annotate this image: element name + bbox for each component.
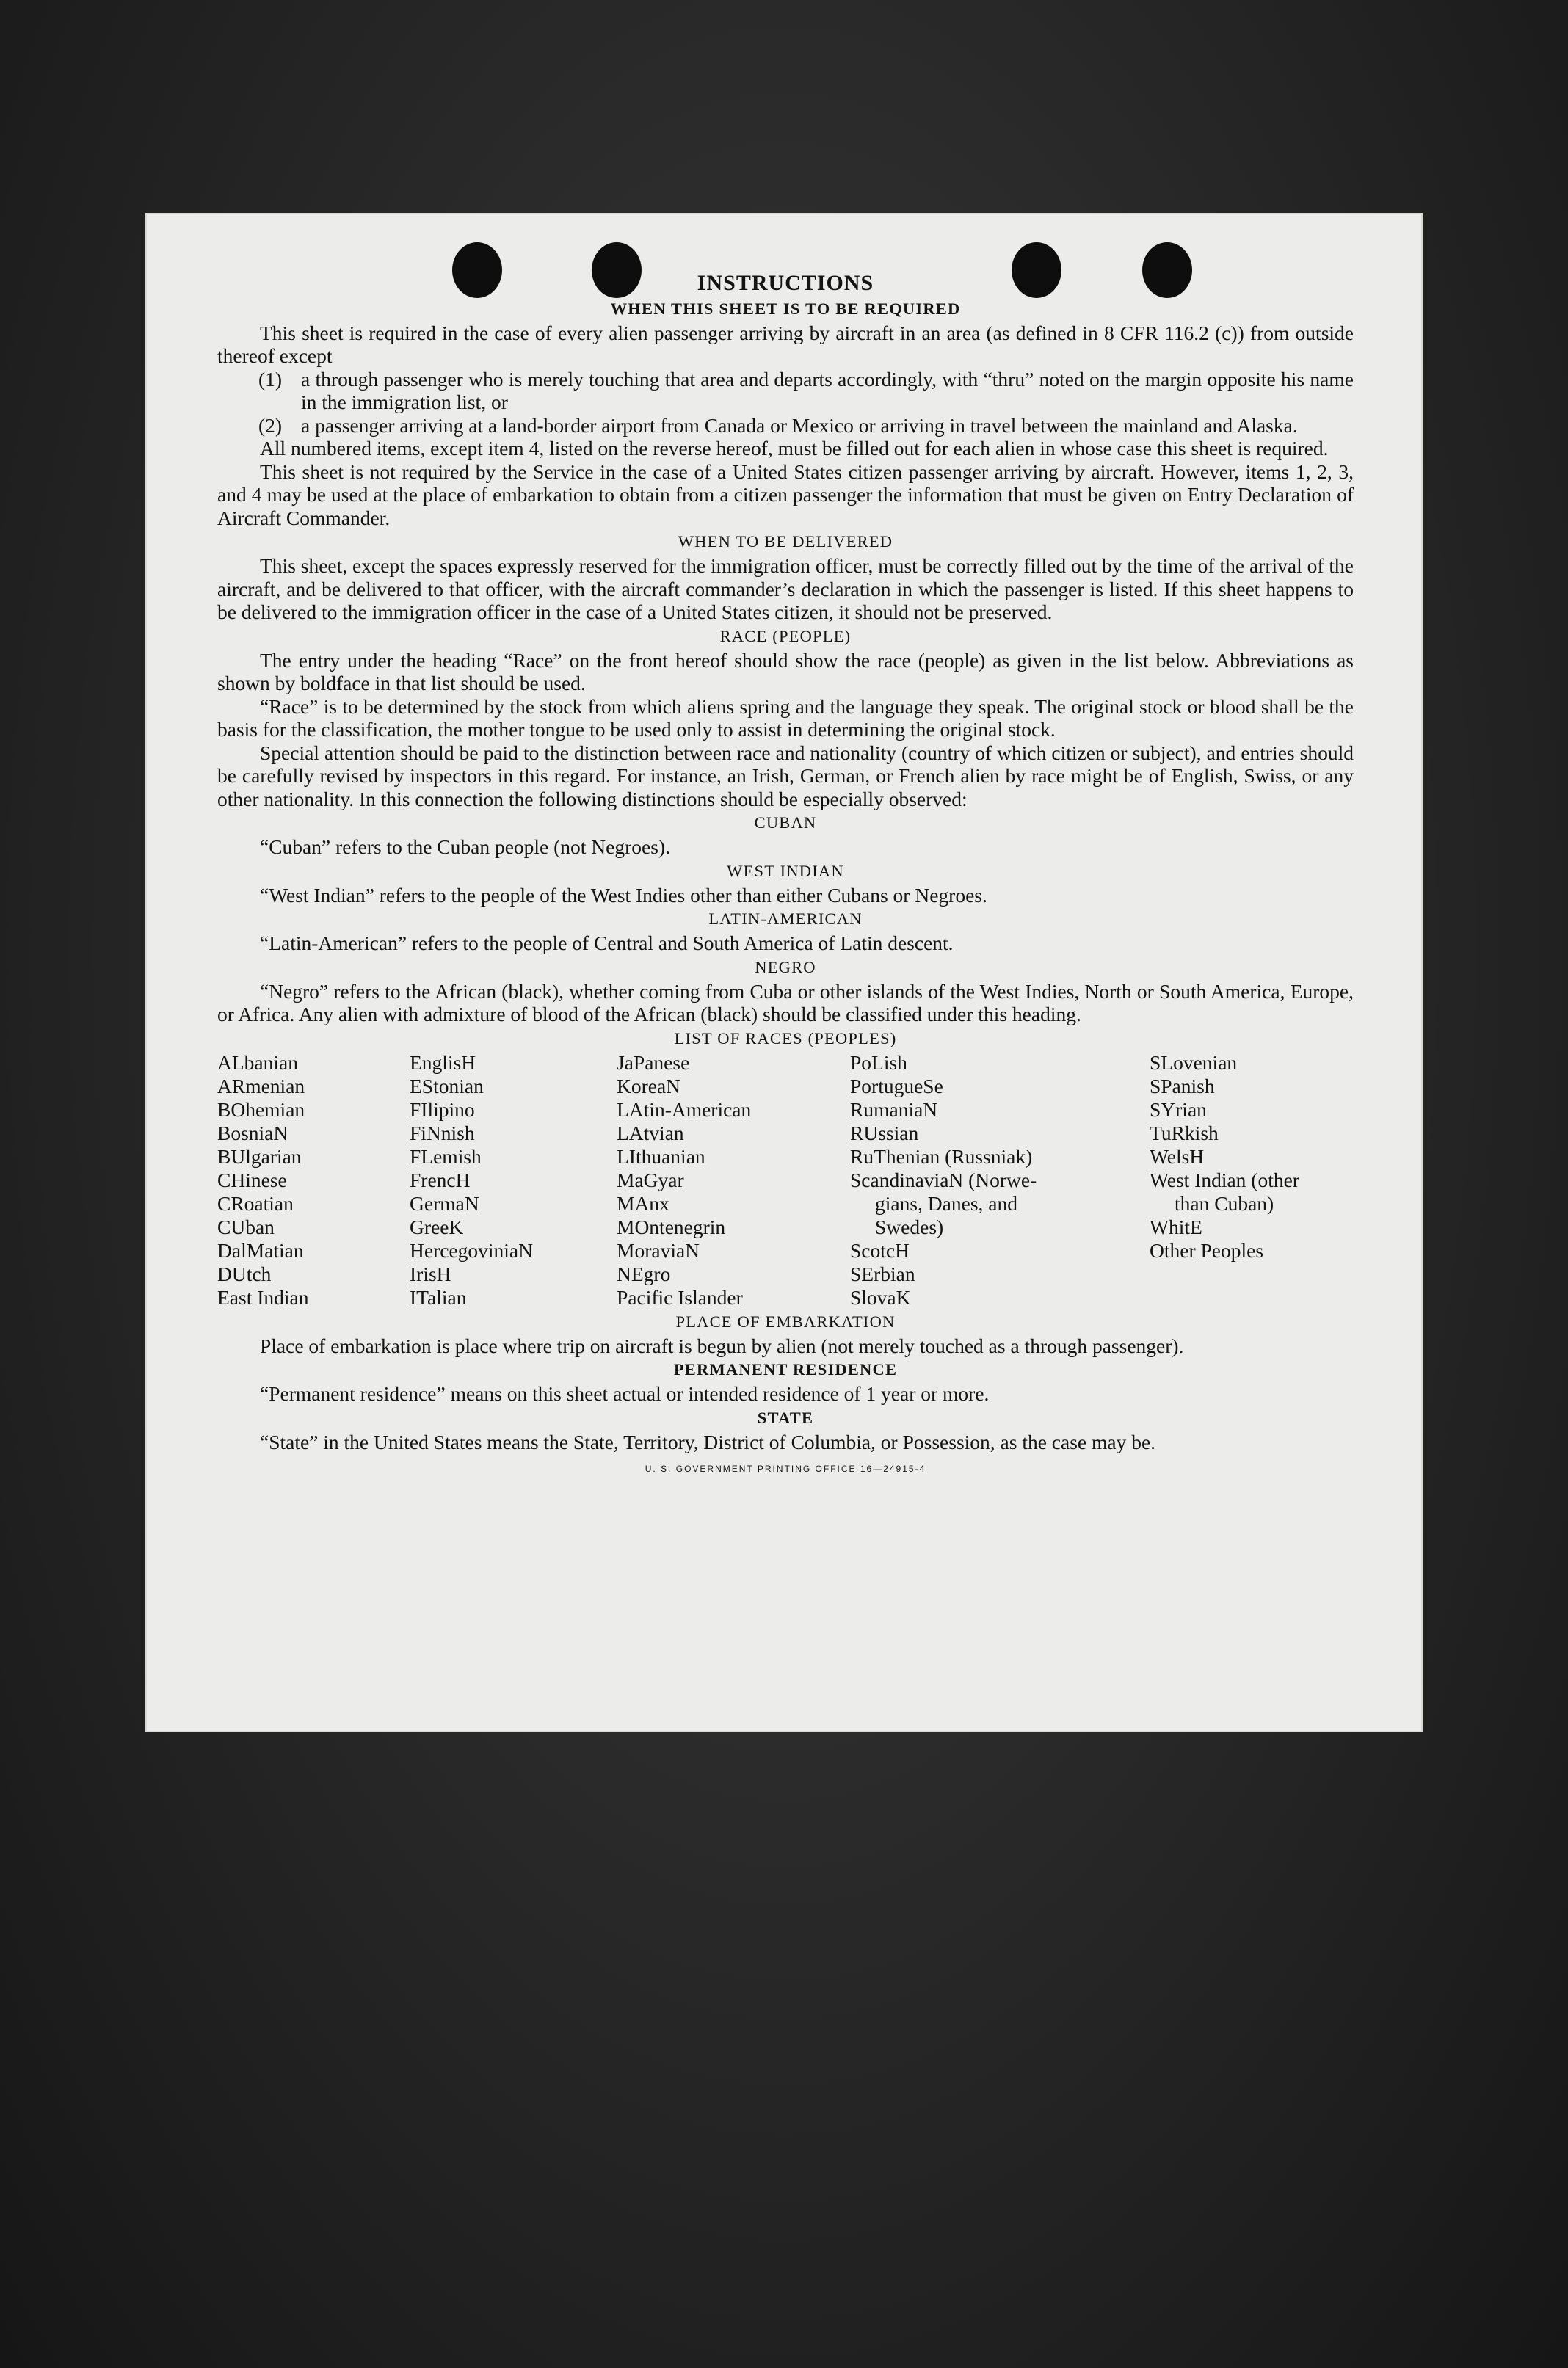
race-entry: ALbanian <box>217 1050 298 1074</box>
race-entry: Swedes) <box>875 1215 944 1238</box>
race-entry: IrisH <box>410 1262 451 1285</box>
race-entry: BosniaN <box>217 1121 288 1144</box>
race-entry: SPanish <box>1150 1074 1215 1097</box>
race-entry: Other Peoples <box>1150 1238 1264 1262</box>
document-sheet <box>145 213 1423 1732</box>
races-column <box>217 1051 410 1310</box>
heading-west-indian: WEST INDIAN <box>727 861 844 880</box>
paragraph: “Permanent residence” means on this sheet actual or intended residence of 1 year or more. <box>260 1382 990 1405</box>
race-entry: RuThenian (Russniak) <box>850 1144 1033 1168</box>
heading-permanent-residence: PERMANENT RESIDENCE <box>673 1360 898 1379</box>
heading-state: STATE <box>757 1408 814 1427</box>
race-entry: LIthuanian <box>617 1144 705 1168</box>
paragraph: Place of embarkation is place where trip on aircraft is begun by alien (not merely touched as a through passenger). <box>260 1334 1184 1357</box>
race-entry: TuRkish <box>1150 1121 1219 1144</box>
race-entry: ScandinaviaN (Norwe- <box>850 1168 1037 1191</box>
paragraph: “Cuban” refers to the Cuban people (not Negroes). <box>260 835 670 858</box>
races-column <box>617 1051 850 1310</box>
heading-when-required: WHEN THIS SHEET IS TO BE REQUIRED <box>610 299 961 318</box>
race-entry: CHinese <box>217 1168 287 1191</box>
paragraph: “Negro” refers to the African (black), whether coming from Cuba or other islands of the West Indies, North or South America, Europe, or Africa. Any alien with admixture of blood of the African (black) should be classified under this heading. <box>217 979 1354 1025</box>
race-entry: FiNnish <box>410 1121 475 1144</box>
race-entry: FrencH <box>410 1168 471 1191</box>
heading-list-of-races: LIST OF RACES (PEOPLES) <box>674 1028 897 1047</box>
list-item <box>258 367 1354 414</box>
race-entry: East Indian <box>217 1285 309 1309</box>
race-entry: PortugueSe <box>850 1074 943 1097</box>
item-text: a through passenger who is merely touching that area and departs accordingly, with “thru” noted on the margin opposite his name in the immigration list, or <box>301 367 1354 413</box>
race-entry: LAtin-American <box>617 1097 752 1121</box>
race-entry: WelsH <box>1150 1144 1205 1168</box>
race-entry: SYrian <box>1150 1097 1207 1121</box>
race-entry: SlovaK <box>850 1285 911 1309</box>
item-number: (2) <box>258 413 283 437</box>
race-entry: West Indian (other <box>1150 1168 1299 1191</box>
race-entry: CRoatian <box>217 1191 294 1215</box>
paragraph: This sheet is not required by the Service in the case of a United States citizen passenger arriving by aircraft. However, items 1, 2, 3, and 4 may be used at the place of embarkation to obtain from a citizen passenger the information that must be given on Entry Declaration of Aircraft Commander. <box>217 460 1354 529</box>
race-entry: RUssian <box>850 1121 919 1144</box>
heading-when-delivered: WHEN TO BE DELIVERED <box>678 532 893 551</box>
paragraph: “Latin-American” refers to the people of Central and South America of Latin descent. <box>260 931 954 954</box>
document-content <box>217 272 1354 1481</box>
race-entry: RumaniaN <box>850 1097 938 1121</box>
race-entry: than Cuban) <box>1175 1191 1274 1215</box>
race-entry: MAnx <box>617 1191 669 1215</box>
race-entry: EStonian <box>410 1074 484 1097</box>
races-column <box>850 1051 1150 1310</box>
race-entry: MOntenegrin <box>617 1215 726 1238</box>
race-entry: Pacific Islander <box>617 1285 743 1309</box>
race-entry: LAtvian <box>617 1121 684 1144</box>
heading-embarkation: PLACE OF EMBARKATION <box>675 1312 896 1331</box>
paragraph: “State” in the United States means the State, Territory, District of Columbia, or Possession, as the case may be. <box>260 1430 1156 1453</box>
printing-office-footer: U. S. GOVERNMENT PRINTING OFFICE 16—24915-4 <box>645 1464 926 1474</box>
race-entry: ITalian <box>410 1285 467 1309</box>
paragraph: This sheet is required in the case of every alien passenger arriving by aircraft in an area (as defined in 8 CFR 116.2 (c)) from outside thereof except <box>217 321 1354 367</box>
paragraph: Special attention should be paid to the distinction between race and nationality (country of which citizen or subject), and entries should be carefully revised by inspectors in this regard. For instance, an Irish, German, or French alien by race might be of English, Swiss, or any other nationality. In this connection the following distinctions should be especially observed: <box>217 741 1354 810</box>
heading-negro: NEGRO <box>755 957 816 976</box>
heading-cuban: CUBAN <box>754 813 817 832</box>
race-entry: CUban <box>217 1215 275 1238</box>
race-entry: FLemish <box>410 1144 482 1168</box>
race-entry: JaPanese <box>617 1050 690 1074</box>
race-entry: MoraviaN <box>617 1238 700 1262</box>
paragraph: “West Indian” refers to the people of the West Indies other than either Cubans or Negroes. <box>260 883 987 907</box>
race-entry: SErbian <box>850 1262 915 1285</box>
item-number: (1) <box>258 367 283 391</box>
races-column <box>410 1051 617 1310</box>
race-entry: BOhemian <box>217 1097 305 1121</box>
race-entry: MaGyar <box>617 1168 684 1191</box>
heading-race: RACE (PEOPLE) <box>719 626 852 645</box>
race-entry: BUlgarian <box>217 1144 302 1168</box>
races-column <box>1150 1051 1354 1310</box>
race-entry: GermaN <box>410 1191 479 1215</box>
race-entry: SLovenian <box>1150 1050 1238 1074</box>
race-entry: FIlipino <box>410 1097 475 1121</box>
race-entry: DalMatian <box>217 1238 304 1262</box>
page-title: INSTRUCTIONS <box>697 271 874 295</box>
race-entry: ARmenian <box>217 1074 305 1097</box>
race-entry: GreeK <box>410 1215 464 1238</box>
item-text: a passenger arriving at a land-border airport from Canada or Mexico or arriving in travel between the mainland and Alaska. <box>301 413 1298 437</box>
race-entry: WhitE <box>1150 1215 1202 1238</box>
paragraph: “Race” is to be determined by the stock from which aliens spring and the language they speak. The original stock or blood shall be the basis for the classification, the mother tongue to be used only to assist in determining the original stock. <box>217 694 1354 741</box>
race-entry: ScotcH <box>850 1238 910 1262</box>
heading-latin-american: LATIN-AMERICAN <box>708 909 863 928</box>
paragraph: All numbered items, except item 4, listed on the reverse hereof, must be filled out for each alien in whose case this sheet is required. <box>260 437 1329 460</box>
race-entry: KoreaN <box>617 1074 681 1097</box>
paragraph: This sheet, except the spaces expressly reserved for the immigration officer, must be correctly filled out by the time of the arrival of the aircraft, and be delivered to that officer, with the aircraft commander’s declaration in which the passenger is listed. If this sheet happens to be delivered to the immigration officer in the case of a United States citizen, it should not be preserved. <box>217 554 1354 623</box>
paragraph: The entry under the heading “Race” on the front hereof should show the race (people) as given in the list below. Abbreviations as shown by boldface in that list should be used. <box>217 648 1354 694</box>
race-entry: PoLish <box>850 1050 907 1074</box>
race-entry: HercegoviniaN <box>410 1238 533 1262</box>
race-entry: EnglisH <box>410 1050 476 1074</box>
list-item <box>258 413 1354 437</box>
race-entry: gians, Danes, and <box>875 1191 1017 1215</box>
races-list <box>217 1051 1354 1310</box>
race-entry: NEgro <box>617 1262 671 1285</box>
race-entry: DUtch <box>217 1262 272 1285</box>
